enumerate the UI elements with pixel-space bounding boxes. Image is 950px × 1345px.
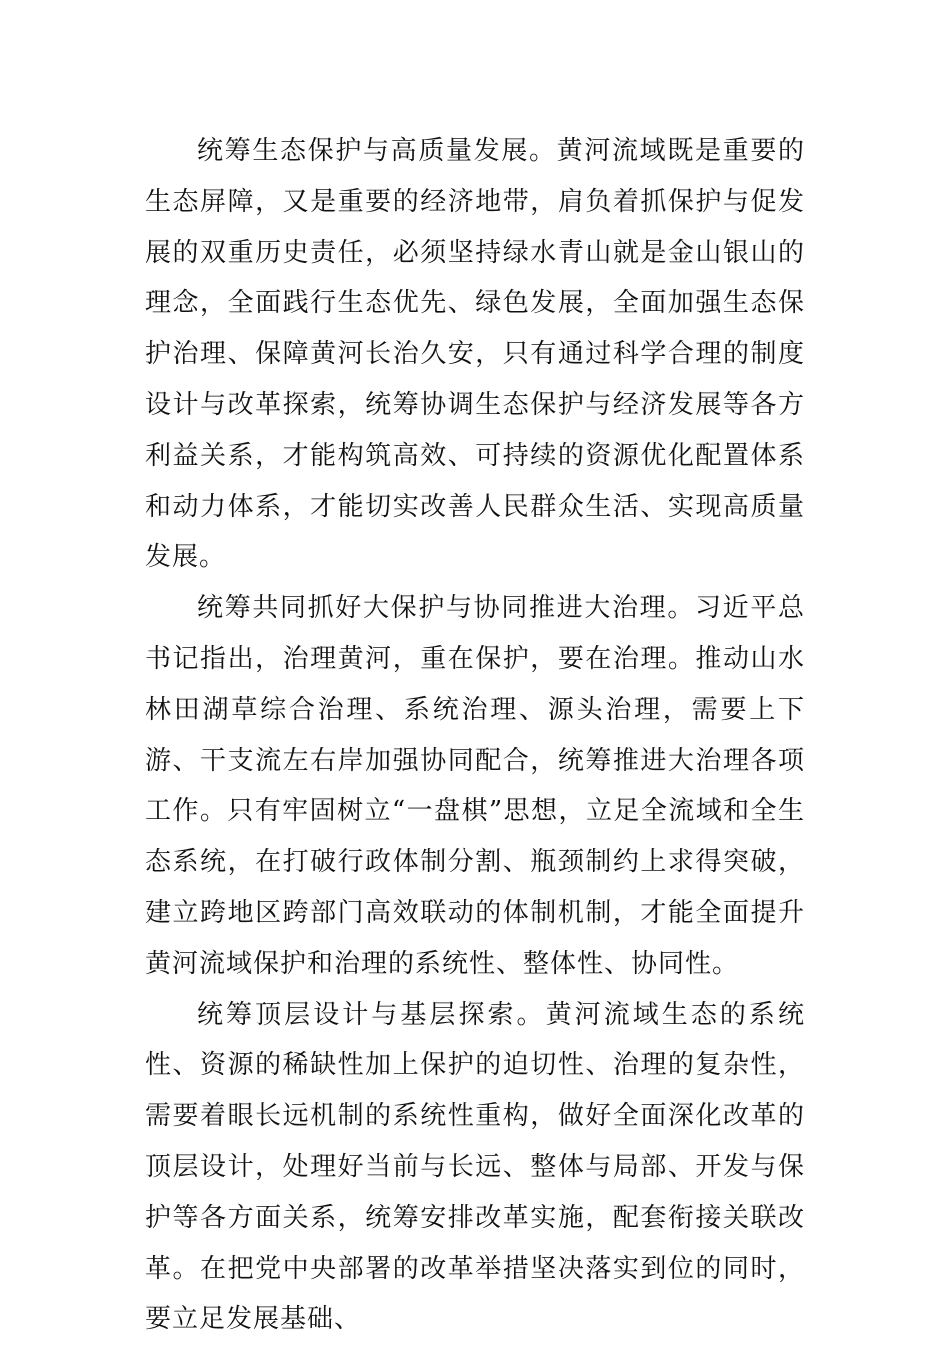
document-body [145, 126, 805, 1345]
paragraph-ecology-development: 统筹生态保护与高质量发展。黄河流域既是重要的生态屏障，又是重要的经济地带，肩负着抓保护与促发展的双重历史责任，必须坚持绿水青山就是金山银山的理念，全面践行生态优先、绿色发展，全面加强生态保护治理、保障黄河长治久安，只有通过科学合理的制度设计与改革探索，统筹协调生态保护与经济发展等各方利益关系，才能构筑高效、可持续的资源优化配置体系和动力体系，才能切实改善人民群众生活、实现高质量发展。 [145, 136, 805, 573]
paragraph-protection-governance: 统筹共同抓好大保护与协同推进大治理。习近平总书记指出，治理黄河，重在保护，要在治理。推动山水林田湖草综合治理、系统治理、源头治理，需要上下游、干支流左右岸加强协同配合，统筹推进大治理各项工作。只有牢固树立“一盘棋”思想，立足全流域和全生态系统，在打破行政体制分割、瓶颈制约上求得突破，建立跨地区跨部门高效联动的体制机制，才能全面提升黄河流域保护和治理的系统性、整体性、协同性。 [145, 593, 805, 979]
paragraph-top-level-design: 统筹顶层设计与基层探索。黄河流域生态的系统性、资源的稀缺性加上保护的迫切性、治理的复杂性，需要着眼长远机制的系统性重构，做好全面深化改革的顶层设计，处理好当前与长远、整体与局部、开发与保护等各方面关系，统筹安排改革实施，配套衔接关联改革。在把党中央部署的改革举措坚决落实到位的同时，要立足发展基础、 [145, 999, 805, 1335]
